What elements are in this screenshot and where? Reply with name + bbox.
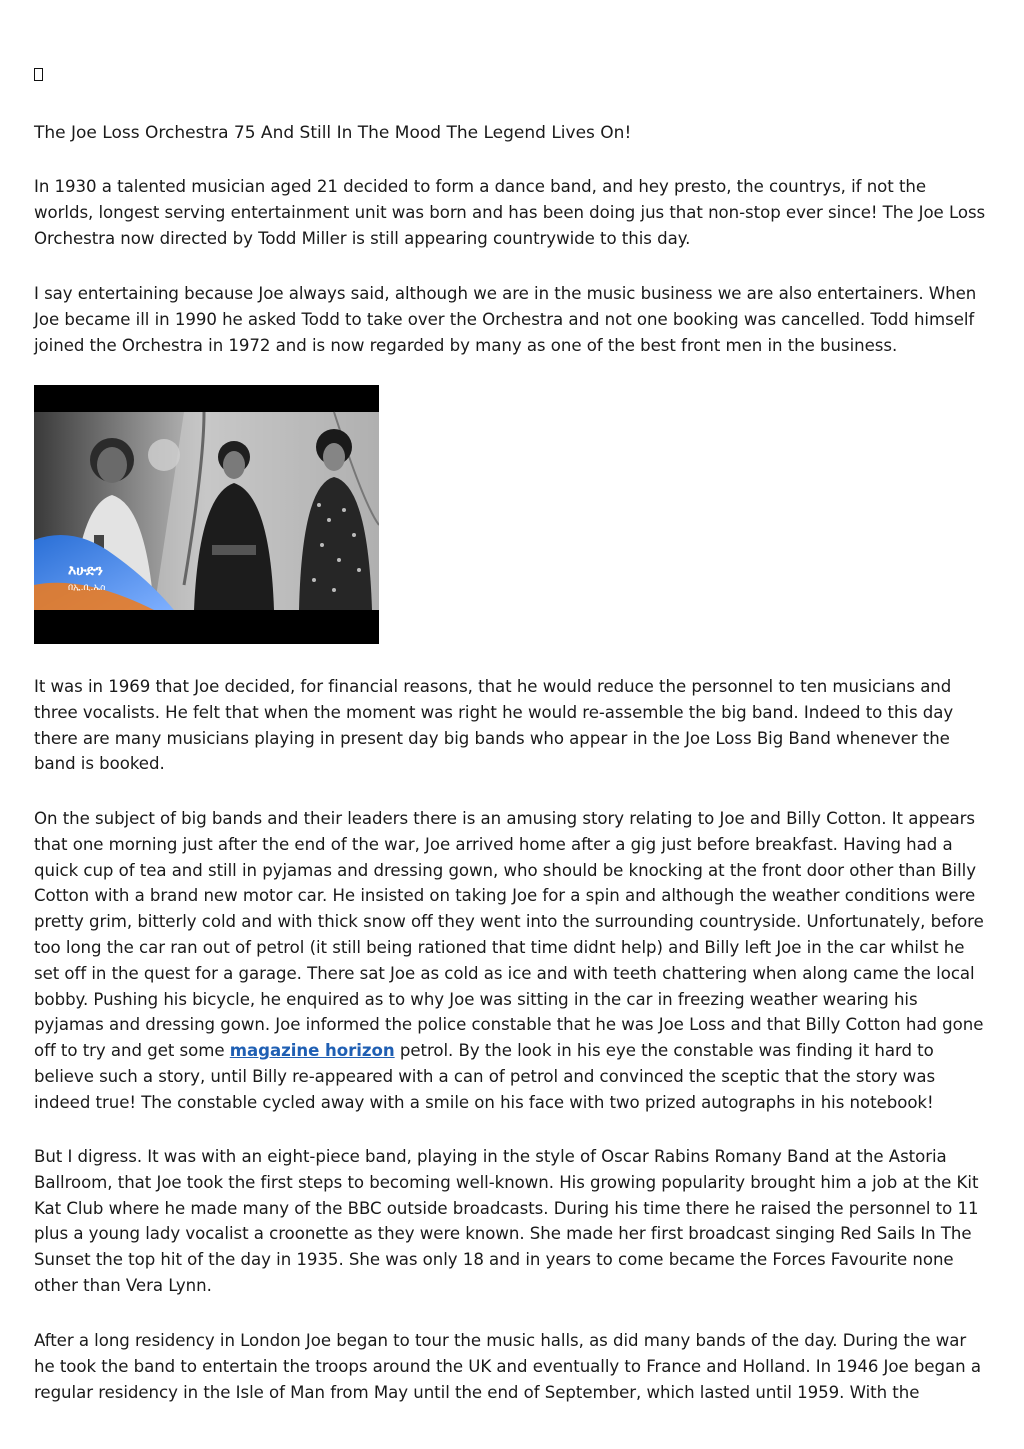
paragraph-5: But I digress. It was with an eight-piece band, playing in the style of Oscar Rabins Romany Band at the Astoria Ballroom, that Joe took the first steps to becoming well-known. His growing popularity brought him a job at the Kit Kat Club where he made many of the BBC outside broadcasts. During his time there he raised the personnel to 11 plus a young lady vocalist a croonette as they were known. She made her first broadcast singing Red Sails In The Sunset the top hit of the day in 1935. She was only 18 and in years to come became the Forces Favourite none other than Vera Lynn. <box>34 1147 979 1295</box>
paragraph-4-before: On the subject of big bands and their leaders there is an amusing story relating to Joe and Billy Cotton. It appears that one morning just after the end of the war, Joe arrived home after a gig just before breakfast. Having had a quick cup of tea and still in pyjamas and dressing gown, who should be knocking at the front door other than Billy Cotton with a brand new motor car. He insisted on taking Joe for a spin and although the weather conditions were pretty grim, bitterly cold and with thick snow off they went into the surrounding countryside. Unfortunately, before too long the car ran out of petrol (it still being rationed that time didnt help) and Billy left Joe in the car whilst he set off in the quest for a garage. There sat Joe as cold as ice and with teeth chattering when along came the local bobby. Pushing his bicycle, he enquired as to why Joe was sitting in the car in freezing weather wearing his pyjamas and dressing gown. Joe informed the police constable that he was Joe Loss and that Billy Cotton had gone off to try and get some <box>34 809 984 1061</box>
paragraph-2: I say entertaining because Joe always said, although we are in the music business we are also entertainers. When Joe became ill in 1990 he asked Todd to take over the Orchestra and not one booking was cancelled. Todd himself joined the Orchestra in 1972 and is now regarded by many as one of the best front men in the business. <box>34 284 977 355</box>
paragraph-1: In 1930 a talented musician aged 21 decided to form a dance band, and hey presto, the countrys, if not the worlds, longest serving entertainment unit was born and has been doing jus that non-stop ever since! The Joe Loss Orchestra now directed by Todd Miller is still appearing countrywide to this day. <box>34 177 986 248</box>
photo-graphic <box>34 385 379 644</box>
paragraph-3: It was in 1969 that Joe decided, for financial reasons, that he would reduce the personnel to ten musicians and three vocalists. He felt that when the moment was right he would re-assemble the big band. Indeed to this day there are many musicians playing in present day big bands who appear in the Joe Loss Big Band whenever the band is booked. <box>34 677 954 774</box>
paragraph-4-after: petrol. By the look in his eye the constable was finding it hard to believe such a story, until Billy re-appeared with a can of petrol and convinced the sceptic that the story was indeed true! The constable cycled away with a smile on his face with two prized autographs in his notebook! <box>34 1041 936 1112</box>
magazine-horizon-link[interactable]: magazine horizon <box>229 1041 395 1061</box>
missing-glyph-icon <box>34 68 43 81</box>
logo-text-line2: በኢ.ቢ.ኤስ <box>68 583 106 593</box>
paragraph-6: After a long residency in London Joe began to tour the music halls, as did many bands of the day. During the war he took the band to entertain the troops around the UK and eventually to France and Holland. In 1946 Joe began a regular residency in the Isle of Man from May until the end of September, which lasted until 1959. With the <box>34 1331 981 1402</box>
article-title: The Joe Loss Orchestra 75 And Still In The Mood The Legend Lives On! <box>34 123 632 143</box>
article-photo <box>34 385 379 644</box>
logo-text-line1: እሁድን <box>68 563 103 579</box>
paragraph-4 <box>34 806 990 1116</box>
